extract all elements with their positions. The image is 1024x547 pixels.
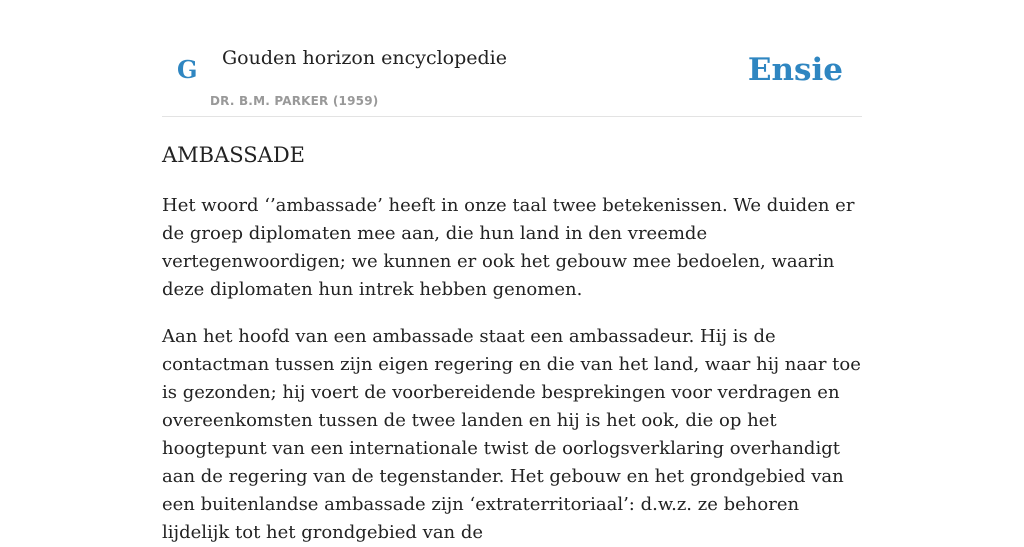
book-title-link[interactable]: Gouden horizon encyclopedie xyxy=(222,47,507,69)
author-label: DR. B.M. PARKER (1959) xyxy=(210,94,379,108)
book-logo-icon[interactable]: G xyxy=(177,55,198,84)
ensie-logo[interactable]: Ensie xyxy=(747,52,843,88)
article-headword: AMBASSADE xyxy=(162,143,306,167)
header xyxy=(162,0,862,117)
article xyxy=(162,138,862,547)
article-paragraph: Aan het hoofd van een ambassade staat een ambassadeur. Hij is de contactman tussen zijn eigen regering en die van het land, waar hij naar toe is gezonden; hij voert de voorbereidende besprekingen voor verdragen en overeenkomsten tussen de twee landen en hij is het ook, die op het hoogtepunt van een internationale twist de oorlogsverklaring overhandigt aan de regering van de tegenstander. Het gebouw en het grondgebied van een buitenlandse ambassade zijn ‘extraterritoriaal’: d.w.z. ze behoren lijdelijk tot het grondgebied van de xyxy=(162,326,861,543)
article-paragraph: Het woord ‘’ambassade’ heeft in onze taal twee betekenissen. We duiden er de groep diplomaten mee aan, die hun land in den vreemde vertegenwoordigen; we kunnen er ook het gebouw mee bedoelen, waarin deze diplomaten hun intrek hebben genomen. xyxy=(162,195,855,300)
